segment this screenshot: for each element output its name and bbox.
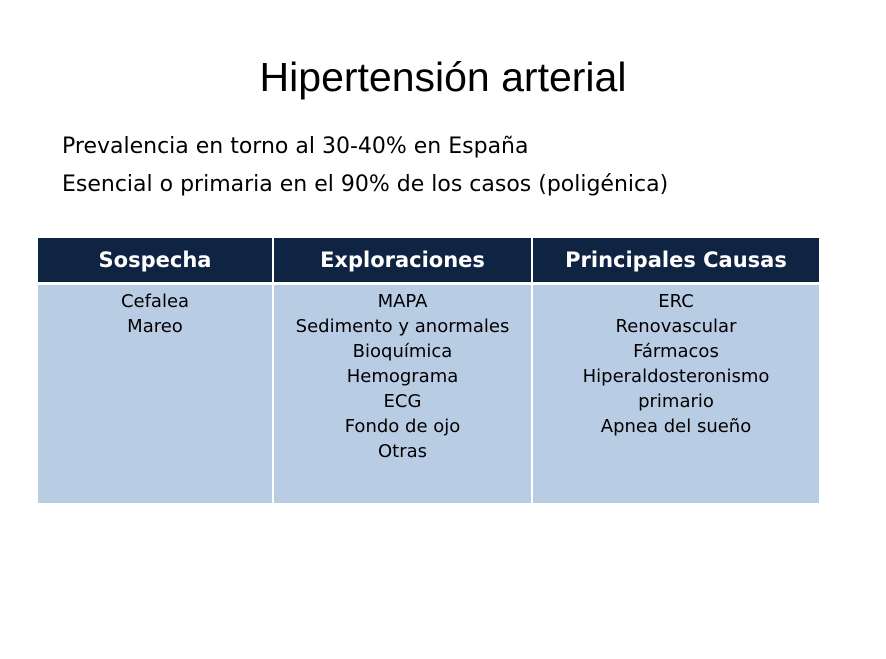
header-sospecha: Sospecha [38, 238, 273, 284]
list-item: Fármacos [633, 341, 719, 362]
cell-exploraciones [273, 284, 532, 504]
list-item: Sedimento y anormales [295, 316, 510, 337]
cell-principales-causas [532, 284, 819, 504]
list-item: primario [638, 391, 714, 412]
header-principales-causas: Principales Causas [532, 238, 819, 284]
causes-table-container [38, 238, 819, 503]
list-item: Mareo [127, 316, 183, 337]
list-item: Cefalea [120, 291, 190, 312]
list-item: ECG [383, 391, 422, 412]
list-item: Otras [377, 441, 428, 462]
list-item: MAPA [377, 291, 428, 312]
list-item: Apnea del sueño [600, 416, 752, 437]
cell-sospecha [38, 284, 273, 504]
list-item: Fondo de ojo [344, 416, 461, 437]
list-item: ERC [658, 291, 694, 312]
table-header-row [38, 238, 819, 284]
list-item: Renovascular [615, 316, 737, 337]
list-item: Hiperaldosteronismo [582, 366, 770, 387]
bullet-list [62, 128, 668, 204]
causes-table [38, 238, 819, 503]
list-item: Hemograma [346, 366, 459, 387]
bullet-prevalence: Prevalencia en torno al 30-40% en España [62, 134, 529, 159]
table-row [38, 284, 819, 504]
header-exploraciones: Exploraciones [273, 238, 532, 284]
bullet-essential: Esencial o primaria en el 90% de los casos (poligénica) [62, 172, 669, 197]
slide-title: Hipertensión arterial [259, 54, 627, 100]
list-item: Bioquímica [352, 341, 453, 362]
